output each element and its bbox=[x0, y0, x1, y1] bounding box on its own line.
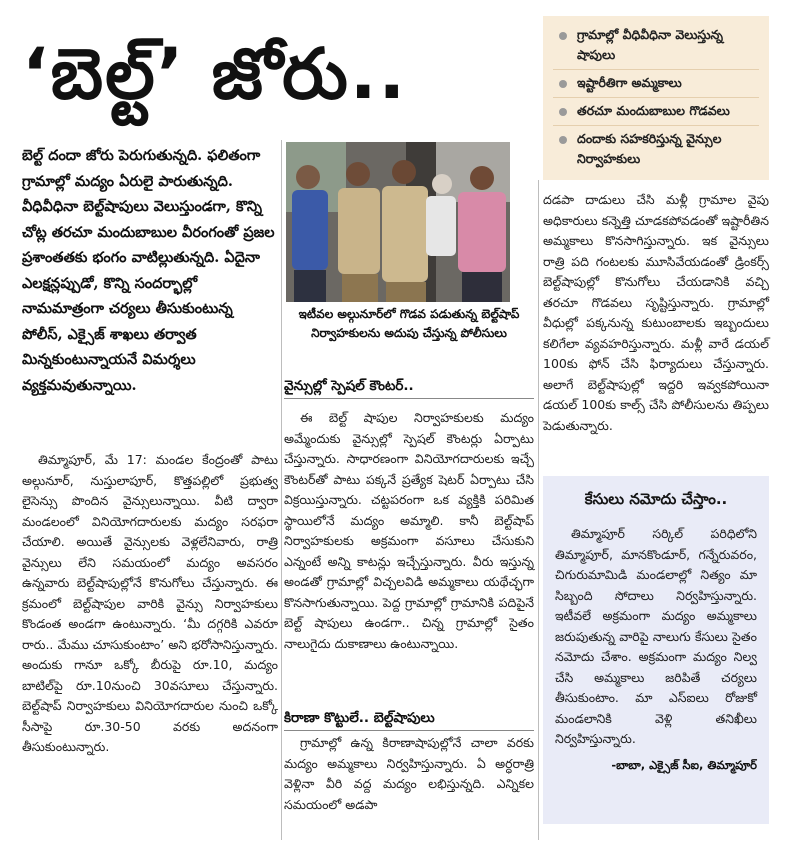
police-scene-illustration bbox=[286, 142, 510, 302]
article-column-2 bbox=[284, 408, 534, 680]
official-quote-box bbox=[543, 476, 769, 824]
subheading: వైన్సుల్లో స్పెషల్ కౌంటర్.. bbox=[284, 376, 534, 399]
quote-box-title: కేసులు నమోదు చేస్తాం.. bbox=[584, 490, 728, 508]
article-column-2-continued bbox=[284, 733, 534, 843]
news-photo bbox=[286, 142, 510, 302]
bullet-icon bbox=[559, 32, 567, 40]
article-column-3 bbox=[543, 190, 769, 465]
highlight-item: తరచూ మందుబాబుల గొడవలు bbox=[553, 98, 759, 126]
headline: ‘బెల్ట్’ జోరు.. bbox=[22, 33, 408, 115]
column-divider bbox=[281, 140, 282, 840]
body-paragraph: గ్రామాల్లో ఉన్న కిరాణాషాపుల్లోనే చాలా వరకు మద్యం అమ్మకాలు నిర్వహిస్తున్నారు. ఏ అర్ధరాత్రి వెళ్లినా వీరి వద్ద మద్యం లభిస్తున్నది. ఎన్నికల సమయంలో అడపా bbox=[284, 735, 534, 812]
bullet-icon bbox=[559, 108, 567, 116]
highlight-item: ఇష్టారీతిగా అమ్మకాలు bbox=[553, 70, 759, 98]
subheading: కిరాణా కొట్టులే.. బెల్ట్‌షాపులు bbox=[284, 708, 534, 731]
highlights-box bbox=[543, 16, 769, 180]
body-paragraph: దడపా దాడులు చేసి మళ్లీ గ్రామాల వైపు అధికారులు కన్నెత్తి చూడకపోవడంతో ఇష్టారీతిన అమ్మకాలు కొనసాగిస్తున్నారు. ఇక వైన్సులు రాత్రి పది గంటలకు మూసివేయడంతో డ్రింకర్స్ బెల్ట్‌షాపుల్లో కొనుగోలు చేయడానికి వచ్చి తరచూ గొడవలు సృష్టిస్తున్నారు. గ్రామాల్లో వీధుల్లో పక్కనున్న కుటుంబాలకు ఇబ్బందులు కలిగేలా వ్యవహరిస్తున్నారు. మళ్లీ వారే డయల్ 100కు ఫోన్ చేసి ఫిర్యాదులు చేస్తున్నారు. అలాగే బెల్ట్‌షాపుల్లో ఇద్దరి ఇవ్వకపోయినా డయల్ 100కు కాల్స్ చేసి పోలీసులను తిప్పలు పెడుతున్నారు. bbox=[543, 192, 769, 433]
bullet-icon bbox=[559, 80, 567, 88]
highlight-item: గ్రామాల్లో వీధివీధినా వెలుస్తున్న షాపులు bbox=[553, 22, 759, 70]
quote-signature: -బాబా, ఎక్సైజ్ సీఐ, తిమ్మాపూర్ bbox=[611, 757, 757, 772]
quote-box-body: తిమ్మాపూర్ సర్కిల్ పరిధిలోని తిమ్మాపూర్, మానకొండూర్, గన్నేరువరం, చిగురుమామిడి మండలాల్లో నిత్యం మా సిబ్బంది సోదాలు నిర్వహిస్తున్నారు. ఇటీవలే అక్రమంగా మద్యం అమ్మకాలు జరుపుతున్న వారిపై నాలుగు కేసులు సైతం నమోదు చేశాం. అక్రమంగా మద్యం నిల్వ చేసి అమ్మకాలు జరిపితే చర్యలు తీసుకుంటాం. మా ఎస్‌ఐలు రోజుకో మండలానికి వెళ్లి తనిఖీలు నిర్వహిస్తున్నారు. bbox=[555, 526, 757, 746]
body-paragraph: తిమ్మాపూర్, మే 17: మండల కేంద్రంతో పాటు అల్గునూర్, నుస్తులాపూర్, కొత్తపల్లిలో ప్రభుత్వ లైసెన్సు పొందిన వైన్సులున్నాయి. వీటి ద్వారా మండలంలో వినియోగదారులకు మద్యం సరఫరా చేయాలి. అయితే వైన్సులకు వెళ్లలేనివారు, రాత్రి వైన్సులు లేని సమయంలో మద్యం అవసరం ఉన్నవారు బెల్ట్‌షాపుల్లోనే కొనుగోలు చేస్తున్నారు. ఈ క్రమంలో బెల్ట్‌షాపుల వారికి వైన్సు నిర్వాహకులు కొండంత అండగా ఉంటున్నారు. ‘మీ దగ్గరికి ఎవరూ రారు.. మేము చూసుకుంటాం’ అని భరోసానిస్తున్నారు. అందుకు గానూ ఒక్కో బీరుపై రూ.10, మద్యం బాటిల్‌పై రూ.10నుంచి 30వసూలు చేస్తున్నారు. బెల్ట్‌షాప్ నిర్వాహకులు వినియోగదారుల నుంచి ఒక్కో సీసాపై రూ.30-50 వరకు అదనంగా తీసుకుంటున్నారు. bbox=[22, 452, 278, 754]
lead-paragraph: బెల్ట్ దందా జోరు పెరుగుతున్నది. ఫలితంగా గ్రామాల్లో మద్యం ఏరులై పారుతున్నది. వీధివీధినా బెల్ట్‌షాపులు వెలుస్తుండగా, కొన్ని చోట్ల తరచూ మందుబాబుల వీరంగంతో ప్రజల ప్రశాంతతకు భంగం వాటిల్లుతున్నది. ఏదైనా ఎలక్షన్లప్పుడో, కొన్ని సందర్భాల్లో నామమాత్రంగా చర్యలు తీసుకుంటున్న పోలీస్, ఎక్సైజ్ శాఖలు తర్వాత మిన్నకుంటున్నాయనే విమర్శలు వ్యక్తమవుతున్నాయి. bbox=[22, 147, 275, 394]
photo-caption: ఇటీవల అల్గునూర్‌లో గొడవ పడుతున్న బెల్ట్‌షాప్ నిర్వాహకులను అదుపు చేస్తున్న పోలీసులు bbox=[298, 307, 520, 340]
column-divider bbox=[538, 180, 539, 840]
body-paragraph: ఈ బెల్ట్ షాపుల నిర్వాహకులకు మద్యం అమ్మేందుకు వైన్సుల్లో స్పెషల్ కౌంటర్లు ఏర్పాటు చేస్తున్నారు. సాధారణంగా వినియోగదారులకు ఇచ్చే కౌంటర్‌తో పాటు పక్కనే ప్రత్యేక షెటర్ ఏర్పాటు చేసి విక్రయిస్తున్నారు. చట్టపరంగా ఒక వ్యక్తికి పరిమిత స్థాయిలోనే మద్యం అమ్మాలి. కానీ బెల్ట్‌షాప్ నిర్వాహకులకు అక్రమంగా వసూలు చేసుకుని ఎన్నంటే అన్ని కాటన్లు ఇచ్చేస్తున్నారు. వీరు ఇస్తున్న అండతో గ్రామాల్లో విచ్చలవిడి అమ్మకాలు యథేచ్ఛగా కొనసాగుతున్నాయి. పెద్ద గ్రామాల్లో గ్రామానికి పదిపైనే బెల్ట్ షాపులు ఉండగా.. చిన్న గ్రామాల్లో సైతం నాలుగైదు దుకాణాలు ఉంటున్నాయి. bbox=[284, 410, 534, 651]
article-column-1 bbox=[22, 450, 278, 830]
bullet-icon bbox=[559, 136, 567, 144]
highlight-item: దందాకు సహకరిస్తున్న వైన్సుల నిర్వాహకులు bbox=[553, 126, 759, 173]
